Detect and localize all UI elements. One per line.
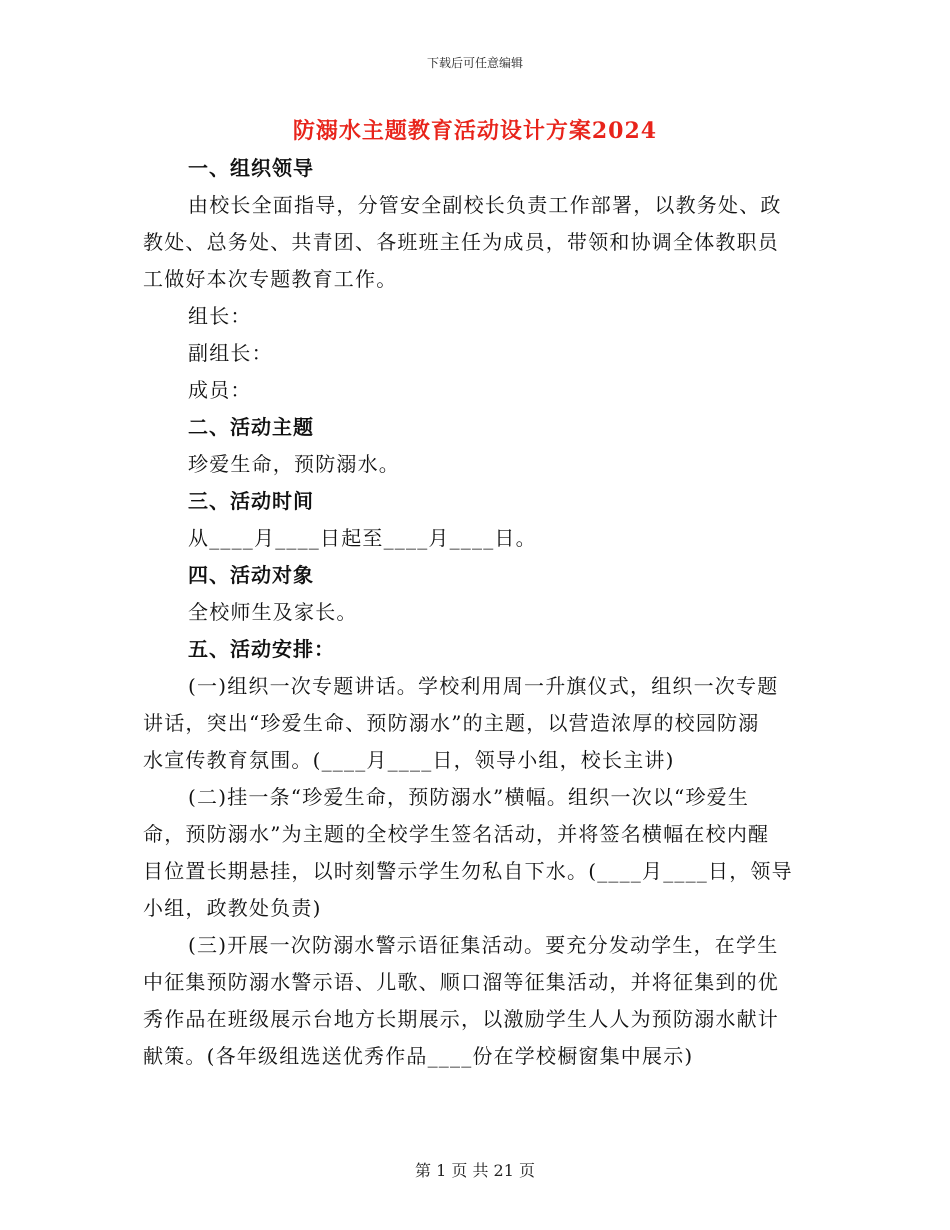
section-heading: 五、活动安排：: [188, 637, 335, 661]
body-line: 水宣传教育氛围。(____月____日，领导小组，校长主讲): [143, 748, 675, 772]
body-line: (一)组织一次专题讲话。学校利用周一升旗仪式，组织一次专题: [188, 674, 779, 698]
body-line: 目位置长期悬挂，以时刻警示学生勿私自下水。(____月____日，领导: [143, 859, 793, 883]
section-heading: 一、组织领导: [188, 156, 314, 180]
body-line: 珍爱生命，预防溺水。: [188, 452, 400, 476]
body-line: 小组，政教处负责): [143, 896, 322, 920]
body-line: 成员：: [188, 378, 252, 402]
body-line: 由校长全面指导，分管安全副校长负责工作部署，以教务处、政: [188, 193, 782, 217]
body-line: 中征集预防溺水警示语、儿歌、顺口溜等征集活动，并将征集到的优: [143, 970, 779, 994]
header-note: 下载后可任意编辑: [426, 56, 523, 70]
body-line: 献策。(各年级组选送优秀作品____份在学校橱窗集中展示): [143, 1044, 694, 1068]
section-heading: 四、活动对象: [188, 563, 314, 587]
body-line: 工做好本次专题教育工作。: [143, 267, 398, 291]
document-title: 防溺水主题教育活动设计方案2024: [292, 118, 658, 144]
body-line: 讲话，突出“珍爱生命、预防溺水”的主题，以营造浓厚的校园防溺: [143, 711, 760, 735]
body-line: 副组长：: [188, 341, 273, 365]
body-line: 命，预防溺水”为主题的全校学生签名活动，并将签名横幅在校内醒: [143, 822, 770, 846]
document-body: [143, 150, 803, 1075]
body-line: (二)挂一条“珍爱生命，预防溺水”横幅。组织一次以“珍爱生: [188, 785, 750, 809]
section-heading: 三、活动时间: [188, 489, 314, 513]
body-line: 组长：: [188, 304, 252, 328]
page-footer: 第 1 页 共 21 页: [415, 1161, 535, 1180]
body-line: 全校师生及家长。: [188, 600, 358, 624]
section-heading: 二、活动主题: [188, 415, 314, 439]
body-line: 教处、总务处、共青团、各班班主任为成员，带领和协调全体教职员: [143, 230, 779, 254]
body-line: 秀作品在班级展示台地方长期展示，以激励学生人人为预防溺水献计: [143, 1007, 779, 1031]
body-line: 从____月____日起至____月____日。: [188, 526, 537, 550]
body-line: (三)开展一次防溺水警示语征集活动。要充分发动学生，在学生: [188, 933, 779, 957]
